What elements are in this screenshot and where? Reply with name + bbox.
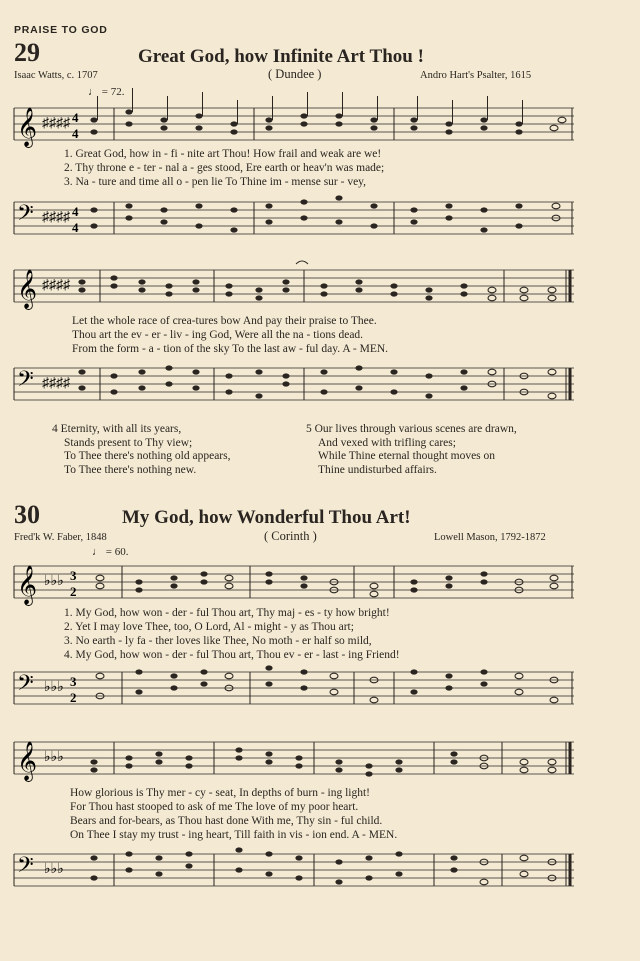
- lyric-line: For Thou hast stooped to ask of me The love of my poor heart.: [70, 801, 359, 813]
- composer-credit: Lowell Mason, 1792-1872: [434, 532, 546, 543]
- treble-staff: [14, 558, 574, 610]
- lyric-line: How glorious is Thy mer - cy - seat, In depths of burn - ing light!: [70, 787, 371, 799]
- tune-name: ( Corinth ): [264, 529, 317, 543]
- author-credit: Fred'k W. Faber, 1848: [14, 532, 107, 543]
- sharp-signature-icon: ♯♯♯♯: [42, 210, 70, 225]
- hymn-number: 30: [14, 500, 40, 529]
- svg-text:2: 2: [70, 584, 77, 599]
- verse-line: Thine undisturbed affairs.: [318, 463, 437, 476]
- verse-number: 4: [52, 423, 58, 435]
- treble-clef-icon: 𝄞: [17, 271, 38, 308]
- verse-line: And vexed with trifling cares;: [318, 436, 456, 449]
- notes: [90, 109, 522, 134]
- lyric-line: On Thee I stay my trust - ing heart, Till faith in vis - ion end. A - MEN.: [70, 829, 398, 841]
- tempo-marking: ♩ = 72.: [88, 86, 125, 98]
- bass-staff: [14, 194, 574, 246]
- lyric-line: 1. Great God, how in - fi - nite art Thou! How frail and weak are we!: [64, 148, 382, 160]
- svg-text:4: 4: [72, 126, 79, 141]
- lyric-line: 3. No earth - ly fa - ther loves like Thee, No moth - er half so mild,: [64, 635, 372, 647]
- fermata-icon: [296, 261, 308, 264]
- author-credit: Isaac Watts, c. 1707: [14, 70, 98, 81]
- svg-text:2: 2: [70, 690, 77, 705]
- bass-clef-icon: 𝄢: [17, 853, 34, 882]
- treble-staff: [14, 734, 574, 786]
- verse-line: To Thee there's nothing old appears,: [64, 450, 231, 462]
- sharp-signature-icon: ♯♯♯♯: [42, 116, 70, 131]
- additional-verse: [52, 423, 230, 477]
- treble-staff: [14, 100, 574, 152]
- flat-signature-icon: ♭♭♭: [44, 862, 64, 877]
- verse-line: While Thine eternal thought moves on: [318, 450, 496, 462]
- flat-signature-icon: ♭♭♭: [44, 750, 64, 765]
- hymn-title: Great God, how Infinite Art Thou !: [138, 46, 424, 67]
- lyric-line: 1. My God, how won - der - ful Thou art, Thy maj - es - ty how bright!: [64, 607, 390, 619]
- sharp-signature-icon: ♯♯♯♯: [42, 278, 70, 293]
- hymn-title: My God, how Wonderful Thou Art!: [122, 507, 411, 528]
- lyric-line: 4. My God, how won - der - ful Thou art, Thou ev - er - last - ing Friend!: [64, 649, 400, 661]
- tune-name: ( Dundee ): [268, 67, 322, 81]
- flat-signature-icon: ♭♭♭: [44, 574, 64, 589]
- treble-clef-icon: 𝄞: [17, 743, 38, 780]
- section-heading: PRAISE TO GOD: [14, 24, 108, 36]
- additional-verse: [306, 423, 517, 477]
- bass-staff: [14, 846, 574, 898]
- bass-clef-icon: 𝄢: [17, 367, 34, 396]
- verse-line: To Thee there's nothing new.: [64, 463, 197, 476]
- svg-text:4: 4: [72, 220, 79, 235]
- verse-line: Stands present to Thy view;: [64, 436, 193, 449]
- svg-text:4: 4: [72, 110, 79, 125]
- lyric-line: 2. Yet I may love Thee, too, O Lord, Al - might - y as Thou art;: [64, 621, 354, 633]
- composer-credit: Andro Hart's Psalter, 1615: [420, 70, 532, 81]
- bass-staff: [14, 360, 574, 412]
- verse-line: Our lives through various scenes are drawn,: [314, 423, 517, 435]
- flat-signature-icon: ♭♭♭: [44, 680, 64, 695]
- lyric-line: From the form - a - tion of the sky To the last aw - ful day. A - MEN.: [72, 343, 389, 355]
- treble-clef-icon: 𝄞: [17, 109, 38, 146]
- bass-staff: [14, 664, 574, 716]
- lyric-line: Thou art the ev - er - liv - ing God, Were all the na - tions dead.: [72, 329, 364, 341]
- lyric-line: Let the whole race of crea-tures bow And pay their praise to Thee.: [72, 315, 377, 327]
- lyric-line: 2. Thy throne e - ter - nal a - ges stood, Ere earth or heav'n was made;: [64, 162, 385, 174]
- bass-clef-icon: 𝄢: [17, 671, 34, 700]
- treble-staff: [14, 262, 574, 314]
- svg-text:3: 3: [70, 568, 77, 583]
- lyric-line: 3. Na - ture and time all o - pen lie To Thine im - mense sur - vey,: [64, 176, 367, 188]
- svg-text:4: 4: [72, 204, 79, 219]
- svg-text:3: 3: [70, 674, 77, 689]
- sharp-signature-icon: ♯♯♯♯: [42, 376, 70, 391]
- hymn-number: 29: [14, 38, 40, 67]
- verse-number: 5: [306, 423, 312, 435]
- bass-clef-icon: 𝄢: [17, 201, 34, 230]
- verse-line: Eternity, with all its years,: [60, 423, 182, 435]
- treble-clef-icon: 𝄞: [17, 567, 38, 604]
- tempo-marking: ♩ = 60.: [92, 546, 129, 558]
- lyric-line: Bears and for-bears, as Thou hast done With me, Thy sin - ful child.: [70, 815, 383, 827]
